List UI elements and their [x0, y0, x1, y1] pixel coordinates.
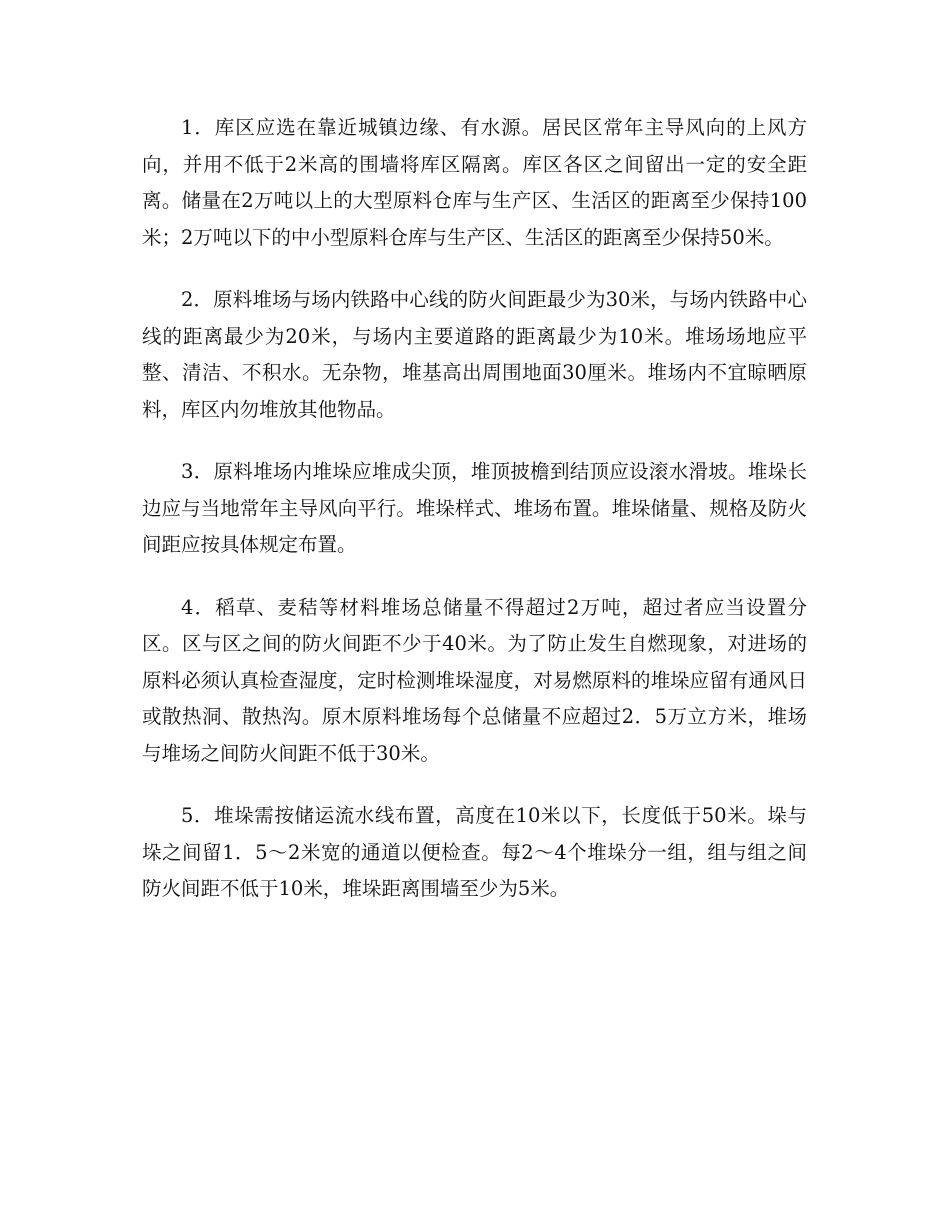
paragraph-1: 1．库区应选在靠近城镇边缘、有水源。居民区常年主导风向的上风方向，并用不低于2米高的围墙将库区隔离。库区各区之间留出一定的安全距离。储量在2万吨以上的大型原料仓库与生产区、生活区的距离至少保持100米；2万吨以下的中小型原料仓库与生产区、生活区的距离至少保持50米。 [142, 116, 807, 249]
document-body [142, 110, 807, 908]
paragraph-2: 2．原料堆场与场内铁路中心线的防火间距最少为30米，与场内铁路中心线的距离最少为20米，与场内主要道路的距离最少为10米。堆场场地应平整、清洁、不积水。无杂物，堆基高出周围地面30厘米。堆场内不宜晾晒原料，库区内勿堆放其他物品。 [142, 288, 807, 421]
paragraph-5: 5．堆垛需按储运流水线布置，高度在10米以下，长度低于50米。垛与垛之间留1．5～2米宽的通道以便检查。每2～4个堆垛分一组，组与组之间防火间距不低于10米，堆垛距离围墙至少为5米。 [142, 804, 807, 900]
paragraph-3: 3．原料堆场内堆垛应堆成尖顶，堆顶披檐到结顶应设滚水滑坡。堆垛长边应与当地常年主导风向平行。堆垛样式、堆场布置。堆垛储量、规格及防火间距应按具体规定布置。 [142, 460, 807, 556]
paragraph-4: 4．稻草、麦秸等材料堆场总储量不得超过2万吨，超过者应当设置分区。区与区之间的防火间距不少于40米。为了防止发生自燃现象，对进场的原料必须认真检查湿度，定时检测堆垛湿度，对易燃原料的堆垛应留有通风日或散热洞、散热沟。原木原料堆场每个总储量不应超过2．5万立方米，堆场与堆场之间防火间距不低于30米。 [142, 595, 807, 765]
